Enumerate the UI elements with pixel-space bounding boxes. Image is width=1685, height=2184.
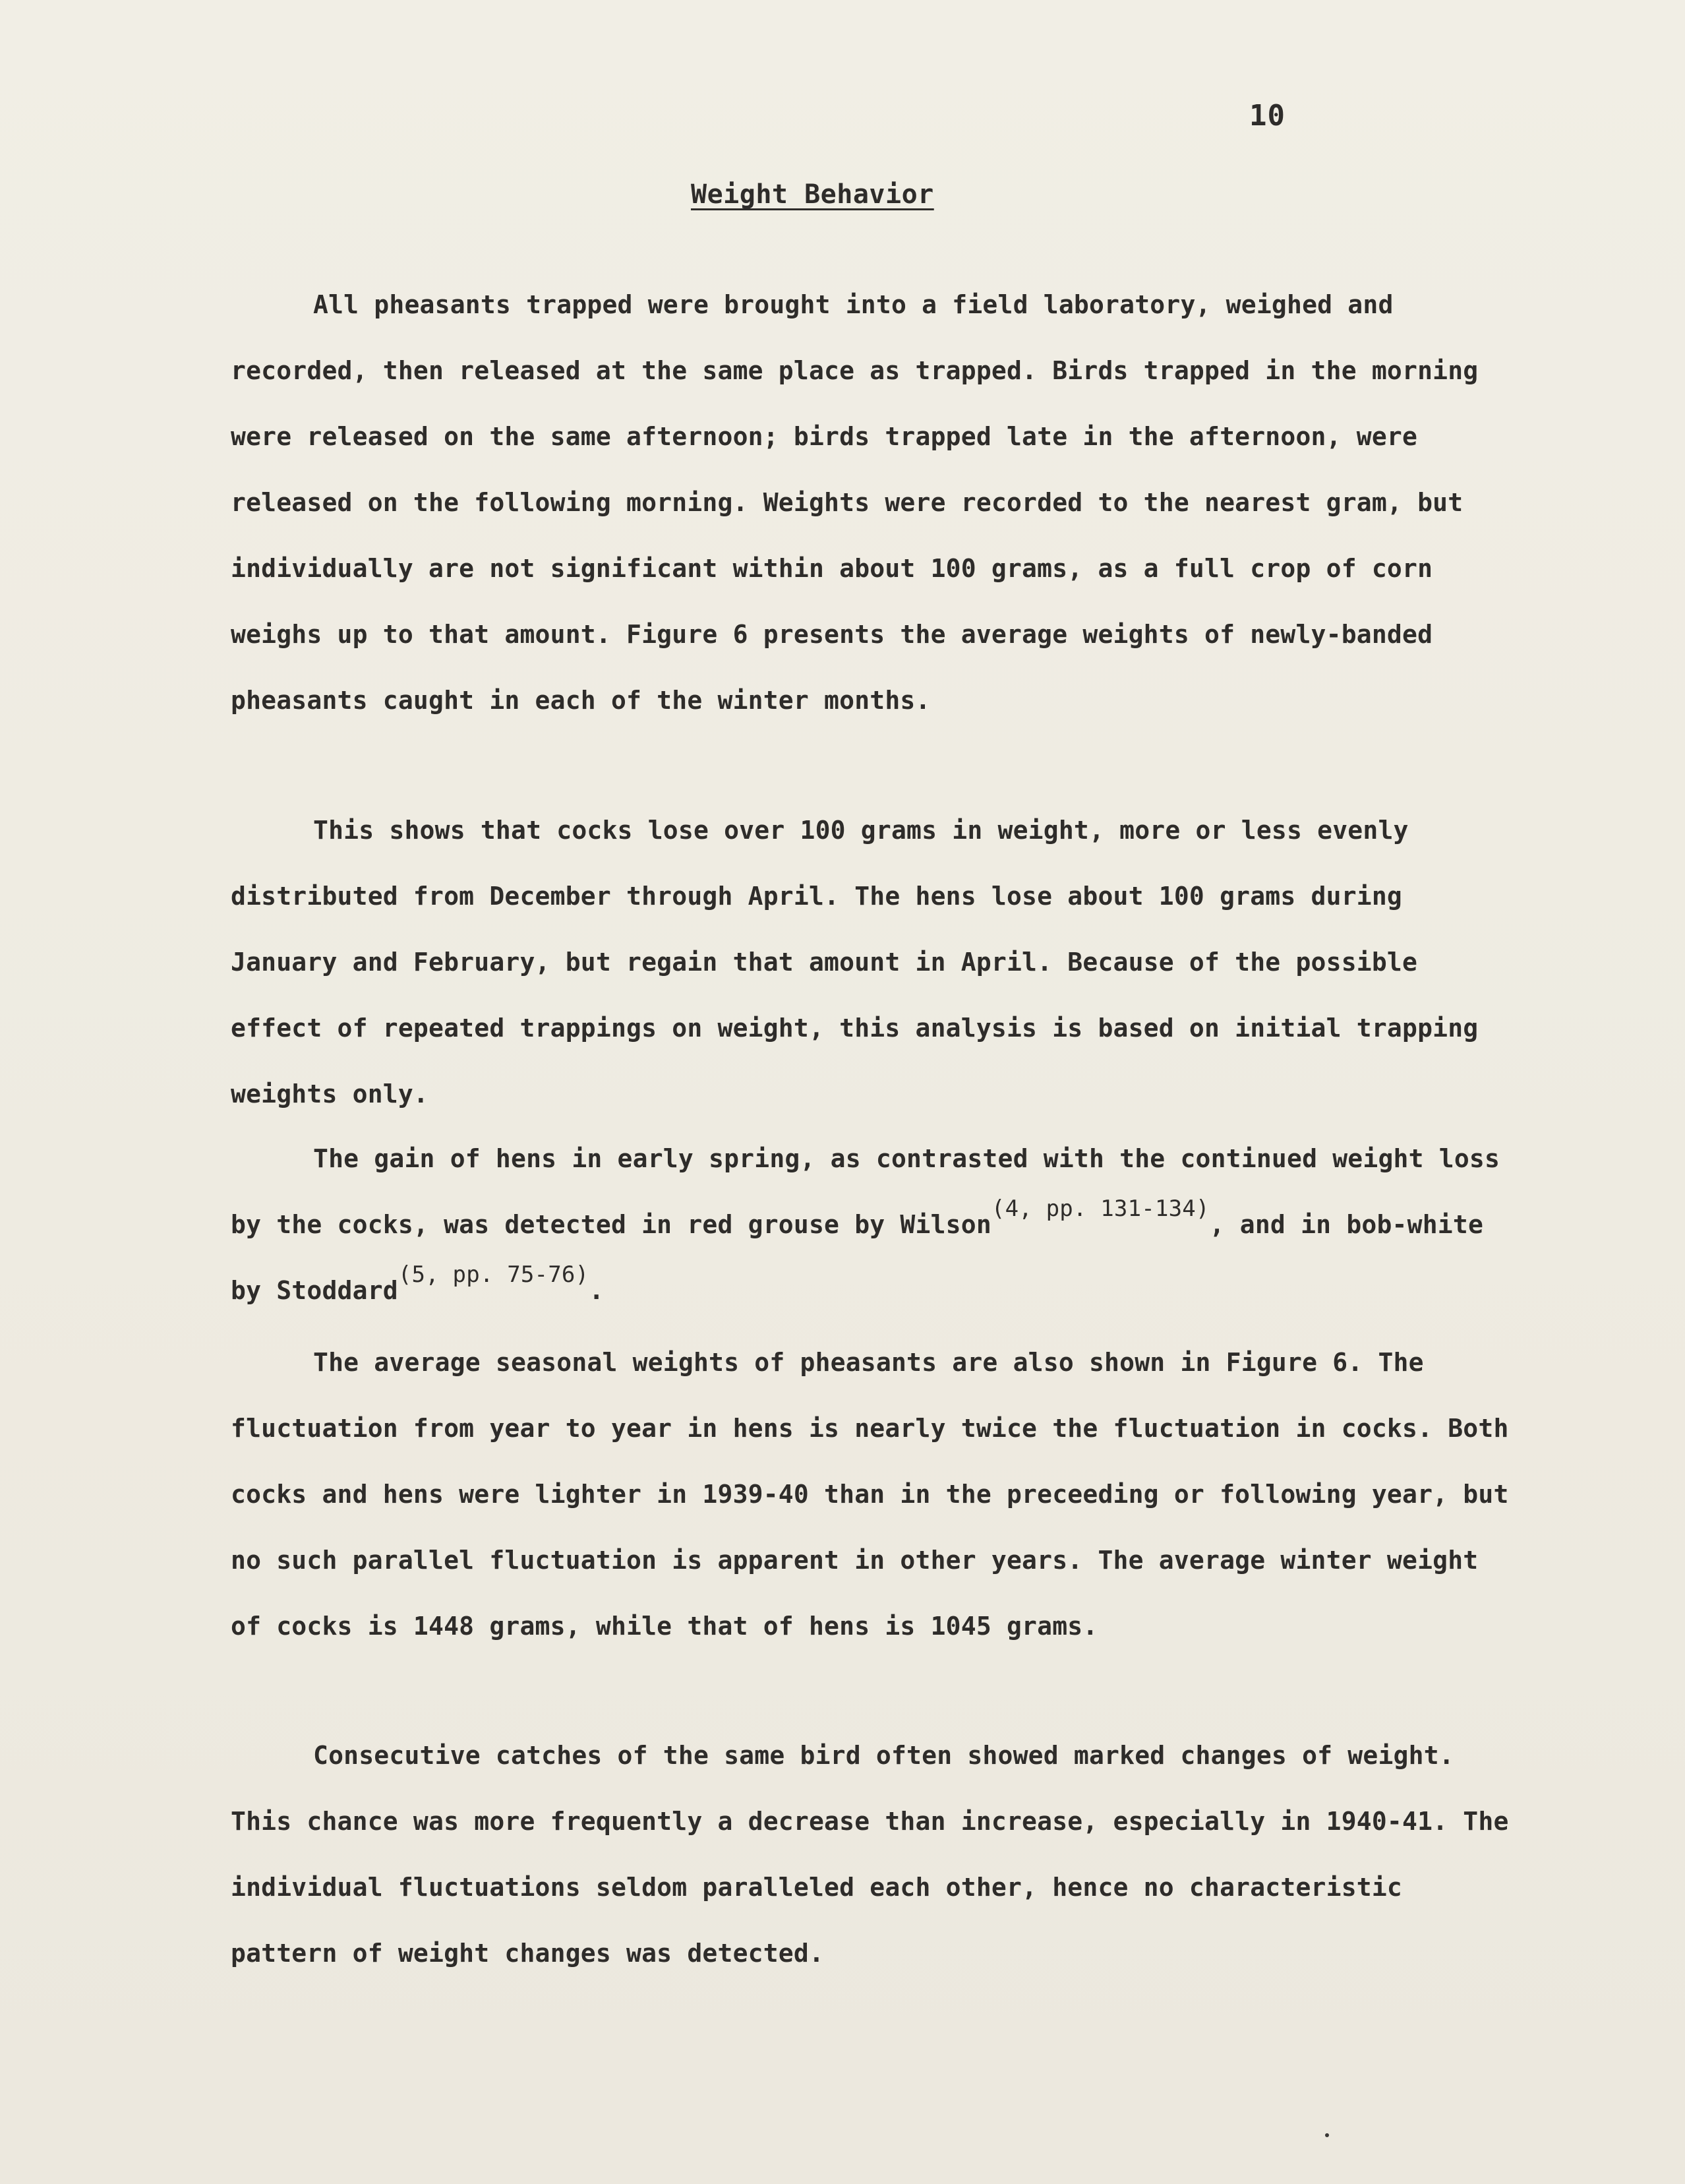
- ink-speck: [1325, 2133, 1329, 2137]
- section-heading: Weight Behavior: [691, 179, 934, 210]
- paragraph-spring-gain: [231, 1126, 1516, 1323]
- citation-wilson: (4, pp. 131-134): [991, 1196, 1210, 1222]
- citation-stoddard: (5, pp. 75-76): [398, 1261, 589, 1288]
- paragraph-spring-gain-text-2: , and in bob-white by Stoddard: [231, 1210, 1484, 1305]
- paragraph-spring-gain-text-1: The gain of hens in early spring, as contrasted with the continued weight loss by the cocks, was detected in red grouse by Wilson: [231, 1144, 1500, 1239]
- paragraph-trapping-procedure: All pheasants trapped were brought into a field laboratory, weighed and recorded, then released at the same place as trapped. Birds trapped in the morning were released on the same afternoon; birds trapped late in the afternoon, were released on the following morning. Weights were recorded to the nearest gram, but individually are not significant within about 100 grams, as a full crop of corn weighs up to that amount. Figure 6 presents the average weights of newly-banded pheasants caught in each of the winter months.: [231, 290, 1479, 715]
- paragraph-seasonal-weights: The average seasonal weights of pheasants are also shown in Figure 6. The fluctuation from year to year in hens is nearly twice the fluctuation in cocks. Both cocks and hens were lighter in 1939-40 than in the preceeding or following year, but no such parallel fluctuation is apparent in other years. The average winter weight of cocks is 1448 grams, while that of hens is 1045 grams.: [231, 1348, 1509, 1641]
- paragraph-spring-gain-text-3: .: [589, 1276, 605, 1305]
- paragraph-consecutive-catches: Consecutive catches of the same bird often showed marked changes of weight. This chance was more frequently a decrease than increase, especially in 1940-41. The individual fluctuations seldom paralleled each other, hence no characteristic pattern of weight changes was detected.: [231, 1741, 1509, 1968]
- page-number: 10: [1249, 99, 1286, 133]
- paragraph-weight-loss: This shows that cocks lose over 100 grams in weight, more or less evenly distributed from December through April. The hens lose about 100 grams during January and February, but regain that amount in April. Because of the possible effect of repeated trappings on weight, this analysis is based on initial trapping weights only.: [231, 816, 1479, 1108]
